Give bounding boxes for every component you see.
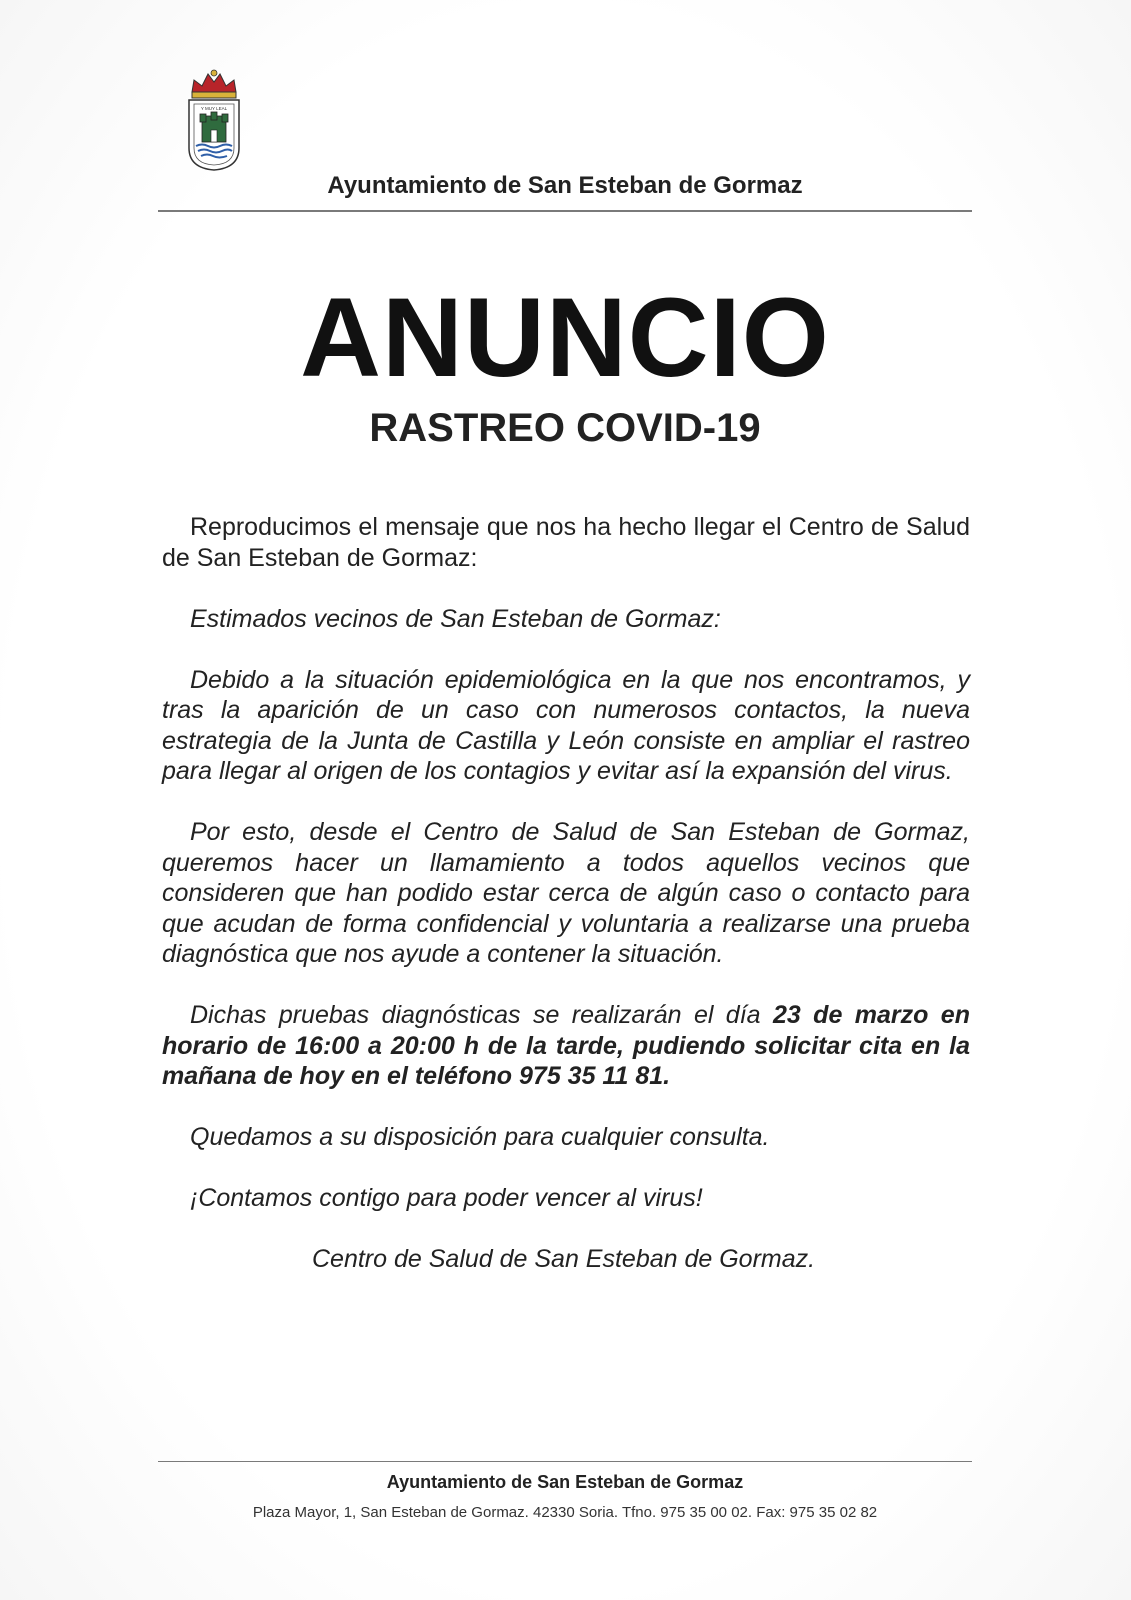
footer-title: Ayuntamiento de San Esteban de Gormaz	[386, 1472, 744, 1492]
announcement-title: ANUNCIO	[300, 275, 830, 400]
closing-paragraph-2: ¡Contamos contigo para poder vencer al virus!	[190, 1184, 703, 1212]
greeting-paragraph: Estimados vecinos de San Esteban de Gormaz:	[190, 604, 721, 633]
header-title: Ayuntamiento de San Esteban de Gormaz	[327, 172, 803, 199]
crest-motto: Y MUY LEAL	[200, 106, 228, 111]
intro-paragraph: Reproducimos el mensaje que nos ha hecho llegar el Centro de Salud de San Esteban de Gormaz:	[162, 513, 970, 572]
schedule-paragraph	[162, 1000, 970, 1092]
footer-address: Plaza Mayor, 1, San Esteban de Gormaz. 42330 Soria. Tfno. 975 35 00 02. Fax: 975 35 02 82	[252, 1504, 878, 1521]
closing-paragraph-1: Quedamos a su disposición para cualquier consulta.	[190, 1123, 770, 1151]
coat-of-arms-icon	[186, 68, 242, 172]
announcement-body	[162, 512, 970, 1305]
schedule-text: Dichas pruebas diagnósticas se realizarán el día	[190, 1001, 773, 1029]
appeal-paragraph: Por esto, desde el Centro de Salud de San Esteban de Gormaz, queremos hacer un llamamiento a todos aquellos vecinos que consideren que han podido estar cerca de algún caso o contacto para que acudan de forma confidencial y voluntaria a realizarse una prueba diagnóstica que nos ayude a contener la situación.	[162, 818, 970, 968]
announcement-subtitle: RASTREO COVID-19	[369, 406, 761, 450]
schedule-details: 23 de marzo en horario de 16:00 a 20:00 h de la tarde, pudiendo solicitar cita en la mañana de hoy en el teléfono 975 35 11 81.	[162, 1001, 970, 1090]
signature: Centro de Salud de San Esteban de Gormaz.	[312, 1245, 816, 1273]
situation-paragraph: Debido a la situación epidemiológica en la que nos encontramos, y tras la aparición de un caso con numerosos contactos, la nueva estrategia de la Junta de Castilla y León consiste en ampliar el rastreo para llegar al origen de los contagios y evitar así la expansión del virus.	[162, 665, 970, 785]
header-divider	[158, 210, 972, 212]
footer-divider	[158, 1461, 972, 1462]
